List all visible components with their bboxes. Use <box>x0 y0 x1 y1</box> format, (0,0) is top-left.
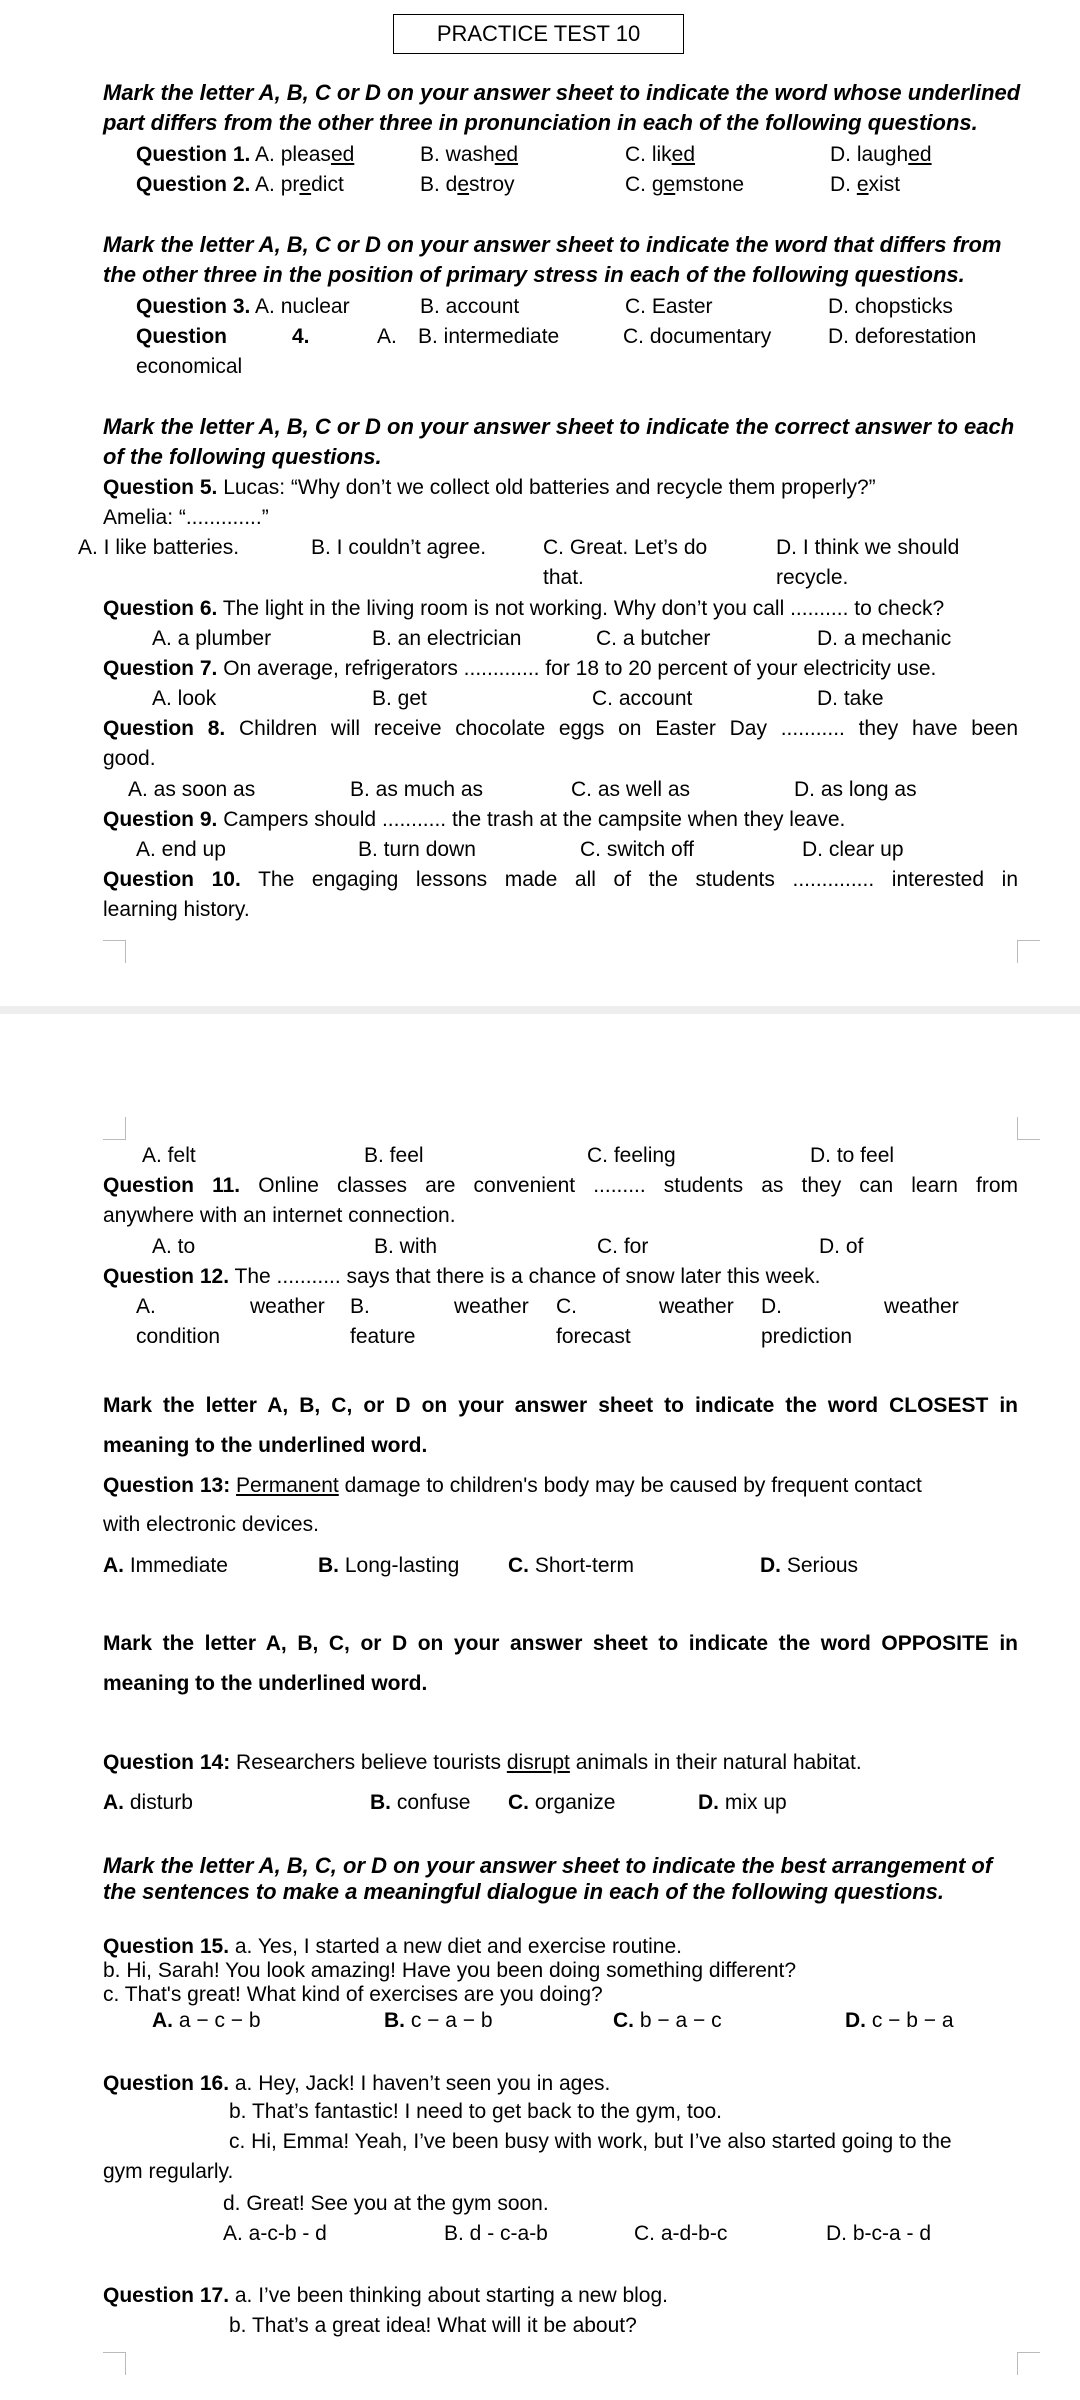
pronunciation-instructions: Mark the letter A, B, C or D on your answer sheet to indicate the word whose underlined part differs from the other three in pronunciation in each of the following questions. <box>103 80 1021 135</box>
crop-mark <box>1017 1117 1040 1140</box>
correct-answer-instructions: Mark the letter A, B, C or D on your answer sheet to indicate the correct answer to each of the following questions. <box>103 414 1015 469</box>
crop-mark <box>1017 2352 1040 2375</box>
closest-meaning-instructions: Mark the letter A, B, C, or D on your answer sheet to indicate the word CLOSEST in meaning to the underlined word. <box>103 1394 1018 1457</box>
page-break <box>0 1006 1080 1014</box>
crop-mark <box>103 940 126 963</box>
crop-mark <box>1017 940 1040 963</box>
stress-instructions: Mark the letter A, B, C or D on your answer sheet to indicate the word that differs from the other three in the position of primary stress in each of the following questions. <box>103 232 1002 287</box>
crop-mark <box>103 1117 126 1140</box>
opposite-meaning-instructions: Mark the letter A, B, C, or D on your answer sheet to indicate the word OPPOSITE in meaning to the underlined word. <box>103 1632 1018 1695</box>
arrangement-instructions: Mark the letter A, B, C, or D on your answer sheet to indicate the best arrangement of the sentences to make a meaningful dialogue in each of the following questions. <box>103 1853 993 1904</box>
page-title: PRACTICE TEST 10 <box>393 14 684 54</box>
crop-mark <box>103 2352 126 2375</box>
